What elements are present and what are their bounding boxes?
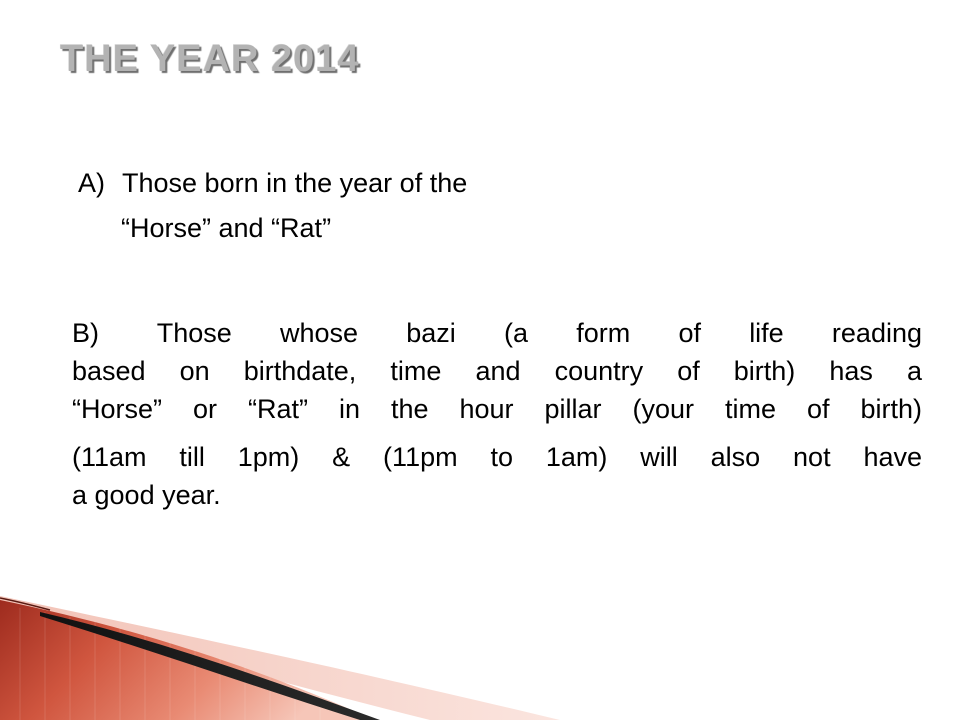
item-b-row-4: (11am till 1pm) & (11pm to 1am) will also not have: [72, 442, 922, 472]
item-a-line-2: “Horse” and “Rat”: [121, 213, 332, 243]
item-b-row-5: a good year.: [72, 480, 221, 510]
item-a-line-1: [78, 167, 467, 200]
item-b-row-3: “Horse” or “Rat” in the hour pillar (your time of birth): [72, 394, 922, 424]
item-b-row-1: [72, 314, 922, 352]
slide-title: THE YEAR 2014: [60, 38, 360, 80]
corner-swoosh-decoration: [0, 590, 560, 720]
item-b-row-1-text: Those whose bazi (a form of life reading: [156, 318, 922, 348]
item-b-label: B): [72, 318, 99, 348]
item-b-row-2: based on birthdate, time and country of birth) has a: [72, 356, 922, 386]
item-a-text: Those born in the year of the: [122, 168, 468, 198]
item-a-label: A): [78, 168, 105, 198]
item-b-paragraph: [72, 314, 922, 514]
